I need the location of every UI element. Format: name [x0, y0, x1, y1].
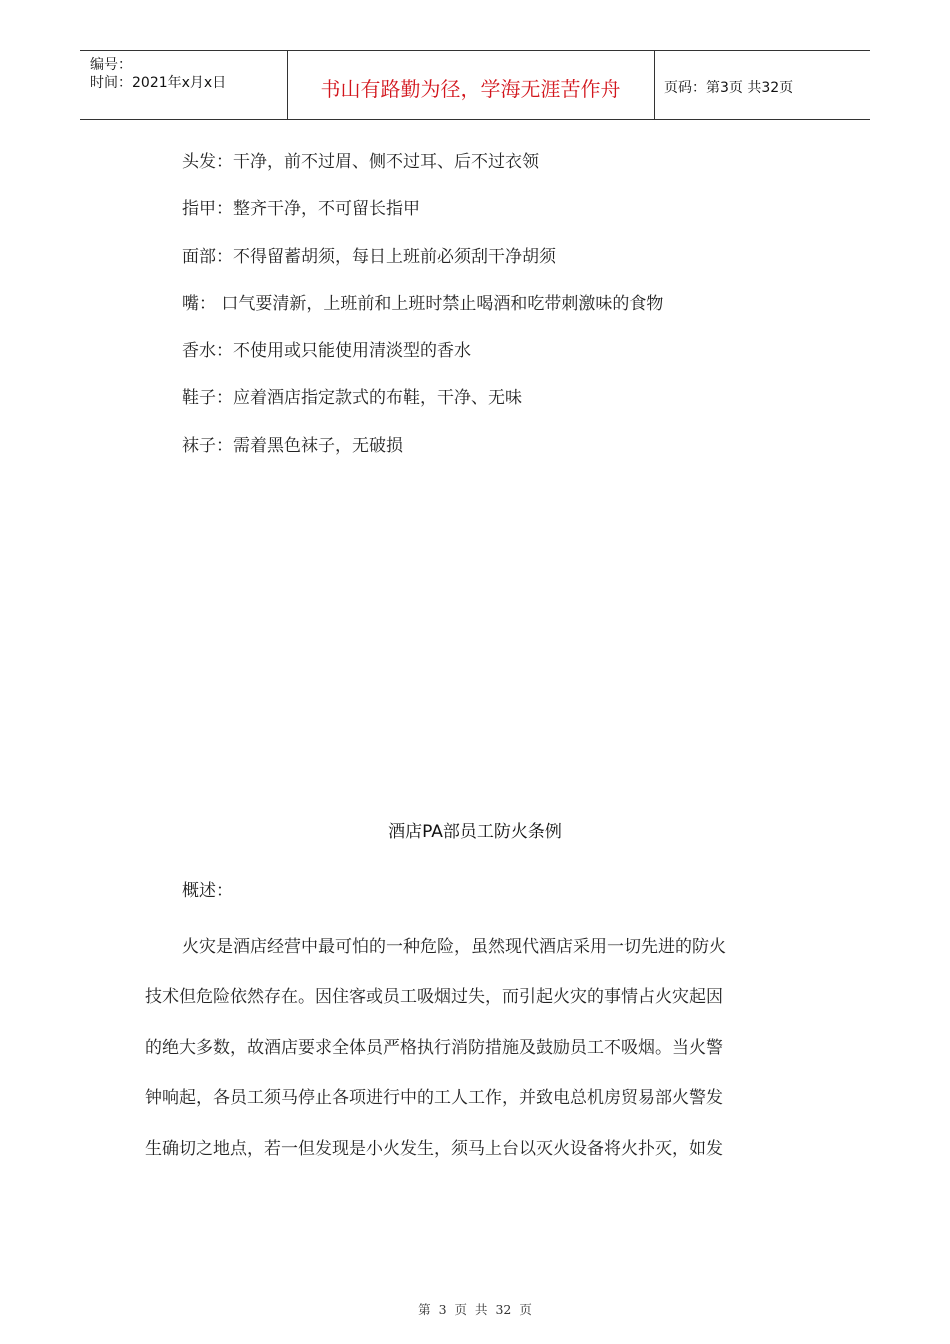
header-motto-cell: [287, 51, 655, 119]
grooming-item-nails: 指甲：整齐干净，不可留长指甲: [182, 199, 420, 220]
header-page-cell: [654, 51, 870, 119]
paragraph-line: 生确切之地点，若一但发现是小火发生，须马上台以灭火设备将火扑灭，如发: [145, 1138, 723, 1159]
overview-paragraph: [145, 922, 805, 1174]
section-title: 酒店PA部员工防火条例: [388, 822, 562, 842]
page-header: [80, 50, 870, 120]
paragraph-line: 钟响起，各员工须马停止各项进行中的工人工作，并致电总机房贸易部火警发: [145, 1088, 723, 1109]
serial-label: 编号：: [90, 57, 132, 73]
grooming-list: [182, 150, 663, 481]
grooming-item-shoes: 鞋子：应着酒店指定款式的布鞋，干净、无味: [182, 388, 522, 409]
motto: 书山有路勤为径，学海无涯苦作舟: [320, 77, 621, 101]
page-footer: 第 3 页 共 32 页: [418, 1302, 532, 1317]
overview-label: 概述：: [182, 881, 233, 901]
paragraph-line: 的绝大多数，故酒店要求全体员严格执行消防措施及鼓励员工不吸烟。当火警: [145, 1037, 723, 1058]
paragraph-line: 火灾是酒店经营中最可怕的一种危险，虽然现代酒店采用一切先进的防火: [182, 937, 726, 957]
header-info-cell: [80, 51, 288, 119]
grooming-item-hair: 头发：干净，前不过眉、侧不过耳、后不过衣领: [182, 152, 539, 172]
grooming-item-face: 面部：不得留蓄胡须，每日上班前必须刮干净胡须: [182, 246, 556, 267]
page-info: 页码：第3页 共32页: [664, 80, 794, 96]
grooming-item-perfume: 香水：不使用或只能使用清淡型的香水: [182, 341, 471, 362]
time-label: 时间：2021年x月x日: [90, 75, 227, 91]
grooming-item-socks: 袜子：需着黑色袜子，无破损: [182, 435, 403, 456]
paragraph-line: 技术但危险依然存在。因住客或员工吸烟过失，而引起火灾的事情占火灾起因: [145, 987, 723, 1008]
grooming-item-mouth: 嘴： 口气要清新，上班前和上班时禁止喝酒和吃带刺激味的食物: [182, 293, 664, 314]
